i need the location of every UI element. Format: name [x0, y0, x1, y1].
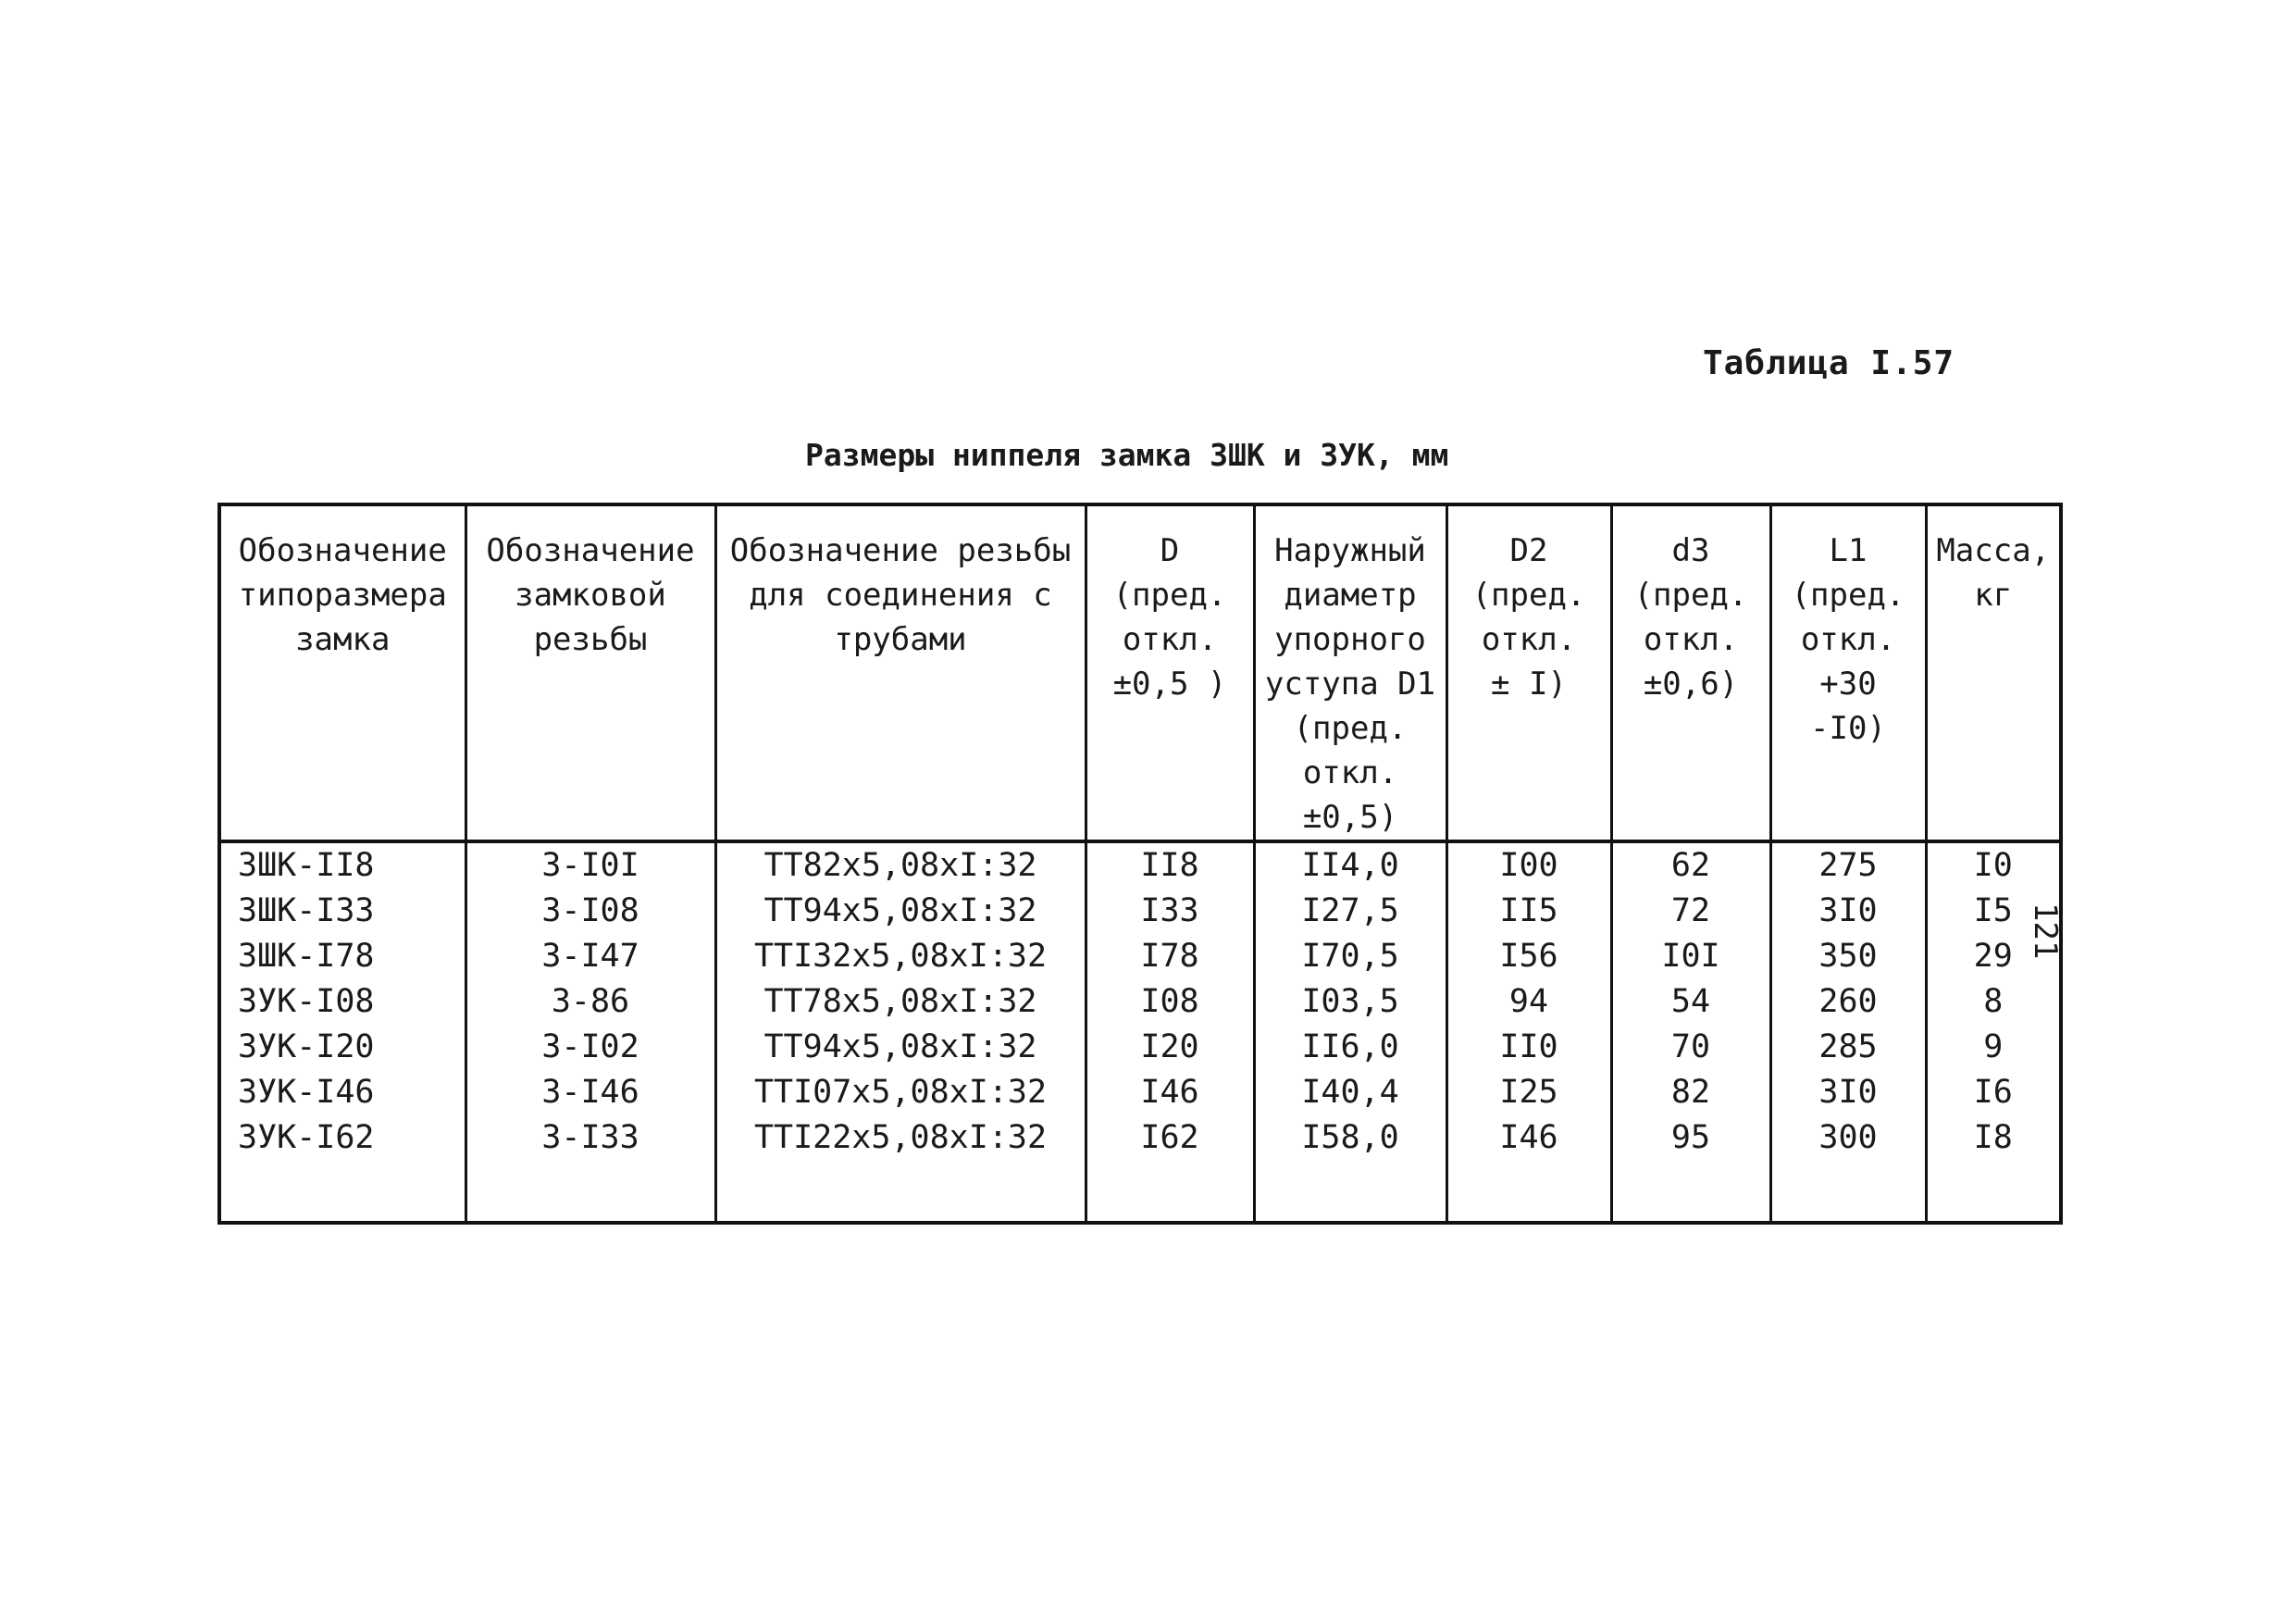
table-cell: З-I0I: [541, 847, 639, 884]
header-line: диаметр: [1284, 577, 1417, 614]
table-cell: ТТ94x5,08xI:32: [763, 1028, 1037, 1065]
table-cell: ЗУК-I08: [238, 983, 375, 1020]
table-cell: З-I47: [541, 938, 639, 975]
table-cell: I33: [1140, 892, 1199, 929]
column-d3: [1611, 841, 1770, 1223]
header-line: Наружный: [1274, 532, 1426, 569]
table-cell: II5: [1499, 892, 1558, 929]
table-cell: ЗУК-I20: [238, 1028, 375, 1065]
table-cell: ТТ82x5,08xI:32: [763, 847, 1037, 884]
header-line: (пред.: [1791, 577, 1905, 614]
table-cell: 275: [1818, 847, 1878, 884]
header-d3: [1611, 504, 1770, 841]
header-lock-thread: [465, 504, 715, 841]
header-line: типоразмера: [238, 577, 447, 614]
table-number: Таблица I.57: [1703, 344, 1955, 382]
header-line: (пред.: [1471, 577, 1586, 614]
table-cell: I25: [1499, 1074, 1558, 1111]
header-line: упорного: [1274, 621, 1426, 658]
header-line: Обозначение: [486, 532, 695, 569]
table-title: Размеры ниппеля замка ЗШК и ЗУК, мм: [805, 437, 1449, 473]
table-cell: ЗШК-I78: [238, 938, 375, 975]
header-line: ±0,6): [1643, 666, 1739, 703]
table-cell: 62: [1670, 847, 1711, 884]
table-cell: I70,5: [1301, 938, 1399, 975]
column-d2: [1446, 841, 1611, 1223]
column-d: [1086, 841, 1254, 1223]
table-cell: З-I02: [541, 1028, 639, 1065]
table-cell: II4,0: [1301, 847, 1399, 884]
header-line: откл.: [1643, 621, 1739, 658]
table-cell: I0: [1973, 847, 2013, 884]
table-cell: I78: [1140, 938, 1199, 975]
table-cell: I8: [1973, 1119, 2013, 1156]
table-cell: ЗШК-II8: [238, 847, 375, 884]
header-line: замка: [295, 621, 391, 658]
header-line: уступа D1: [1264, 666, 1436, 703]
table-cell: II8: [1140, 847, 1199, 884]
table-cell: ЗУК-I46: [238, 1074, 375, 1111]
table-cell: З-I33: [541, 1119, 639, 1156]
header-line: D2: [1509, 532, 1548, 569]
header-line: L1: [1829, 532, 1868, 569]
table-cell: ТТI07x5,08xI:32: [753, 1074, 1048, 1111]
table-cell: 285: [1818, 1028, 1878, 1065]
table-cell: 95: [1670, 1119, 1711, 1156]
table-cell: I08: [1140, 983, 1199, 1020]
table-cell: ЗУК-I62: [238, 1119, 375, 1156]
header-line: резьбы: [533, 621, 648, 658]
header-mass: [1926, 504, 2061, 841]
header-line: откл.: [1800, 621, 1896, 658]
table-cell: 260: [1818, 983, 1878, 1020]
header-line: замковой: [515, 577, 666, 614]
table-cell: I6: [1973, 1074, 2013, 1111]
table-cell: I58,0: [1301, 1119, 1399, 1156]
header-line: кг: [1974, 577, 2013, 614]
table-cell: I46: [1140, 1074, 1199, 1111]
header-type-size: [219, 504, 465, 841]
header-line: Обозначение резьбы: [729, 532, 1072, 569]
table-cell: ТТI32x5,08xI:32: [753, 938, 1048, 975]
table-cell: I27,5: [1301, 892, 1399, 929]
header-line: +30: [1819, 666, 1877, 703]
table-cell: 94: [1508, 983, 1549, 1020]
table-cell: I20: [1140, 1028, 1199, 1065]
header-line: откл.: [1302, 754, 1398, 791]
table-cell: 54: [1670, 983, 1711, 1020]
table-cell: 3I0: [1818, 1074, 1878, 1111]
page-number: 121: [2027, 902, 2064, 960]
table-cell: ТТ94x5,08xI:32: [763, 892, 1037, 929]
table-cell: З-86: [551, 983, 630, 1020]
table-cell: 70: [1670, 1028, 1711, 1065]
table-cell: З-I08: [541, 892, 639, 929]
header-row: [219, 504, 2061, 841]
header-line: ± I): [1491, 666, 1567, 703]
header-line: ±0,5): [1302, 799, 1398, 836]
header-line: (пред.: [1112, 577, 1227, 614]
table-cell: I46: [1499, 1119, 1558, 1156]
table-cell: II0: [1499, 1028, 1558, 1065]
table-cell: ТТ78x5,08xI:32: [763, 983, 1037, 1020]
header-line: d3: [1671, 532, 1710, 569]
header-line: (пред.: [1633, 577, 1748, 614]
table-cell: I56: [1499, 938, 1558, 975]
table-cell: I40,4: [1301, 1074, 1399, 1111]
header-line: трубами: [834, 621, 967, 658]
table-cell: З-I46: [541, 1074, 639, 1111]
column-type-size: [219, 841, 465, 1223]
table-cell: I0I: [1661, 938, 1720, 975]
column-pipe-thread: [715, 841, 1086, 1223]
table-cell: 8: [1983, 983, 2004, 1020]
table-cell: 3I0: [1818, 892, 1878, 929]
header-line: Масса,: [1936, 532, 2051, 569]
header-line: (пред.: [1293, 710, 1408, 747]
table-cell: I03,5: [1301, 983, 1399, 1020]
table-cell: I62: [1140, 1119, 1199, 1156]
table-cell: 29: [1973, 938, 2013, 975]
header-line: -I0): [1810, 710, 1886, 747]
column-lock-thread: [465, 841, 715, 1223]
table-cell: 82: [1670, 1074, 1711, 1111]
header-shoulder-diameter: [1254, 504, 1446, 841]
column-shoulder-diameter: [1254, 841, 1446, 1223]
column-l1: [1770, 841, 1926, 1223]
nipple-dimensions-table: [217, 503, 2063, 1225]
header-line: ±0,5 ): [1112, 666, 1227, 703]
table-cell: 300: [1818, 1119, 1878, 1156]
column-mass: [1926, 841, 2061, 1223]
table-cell: I00: [1499, 847, 1558, 884]
header-d2: [1446, 504, 1611, 841]
header-line: откл.: [1481, 621, 1577, 658]
header-line: D: [1160, 532, 1180, 569]
header-l1: [1770, 504, 1926, 841]
table-cell: I5: [1973, 892, 2013, 929]
table-cell: II6,0: [1301, 1028, 1399, 1065]
header-line: Обозначение: [238, 532, 447, 569]
table-cell: 72: [1670, 892, 1711, 929]
table-cell: ТТI22x5,08xI:32: [753, 1119, 1048, 1156]
table-cell: 9: [1983, 1028, 2004, 1065]
header-pipe-thread: [715, 504, 1086, 841]
header-d: [1086, 504, 1254, 841]
header-line: для соединения с: [749, 577, 1052, 614]
header-line: откл.: [1122, 621, 1218, 658]
table-cell: 350: [1818, 938, 1878, 975]
table-cell: ЗШК-I33: [238, 892, 375, 929]
data-row: [219, 841, 2061, 1223]
